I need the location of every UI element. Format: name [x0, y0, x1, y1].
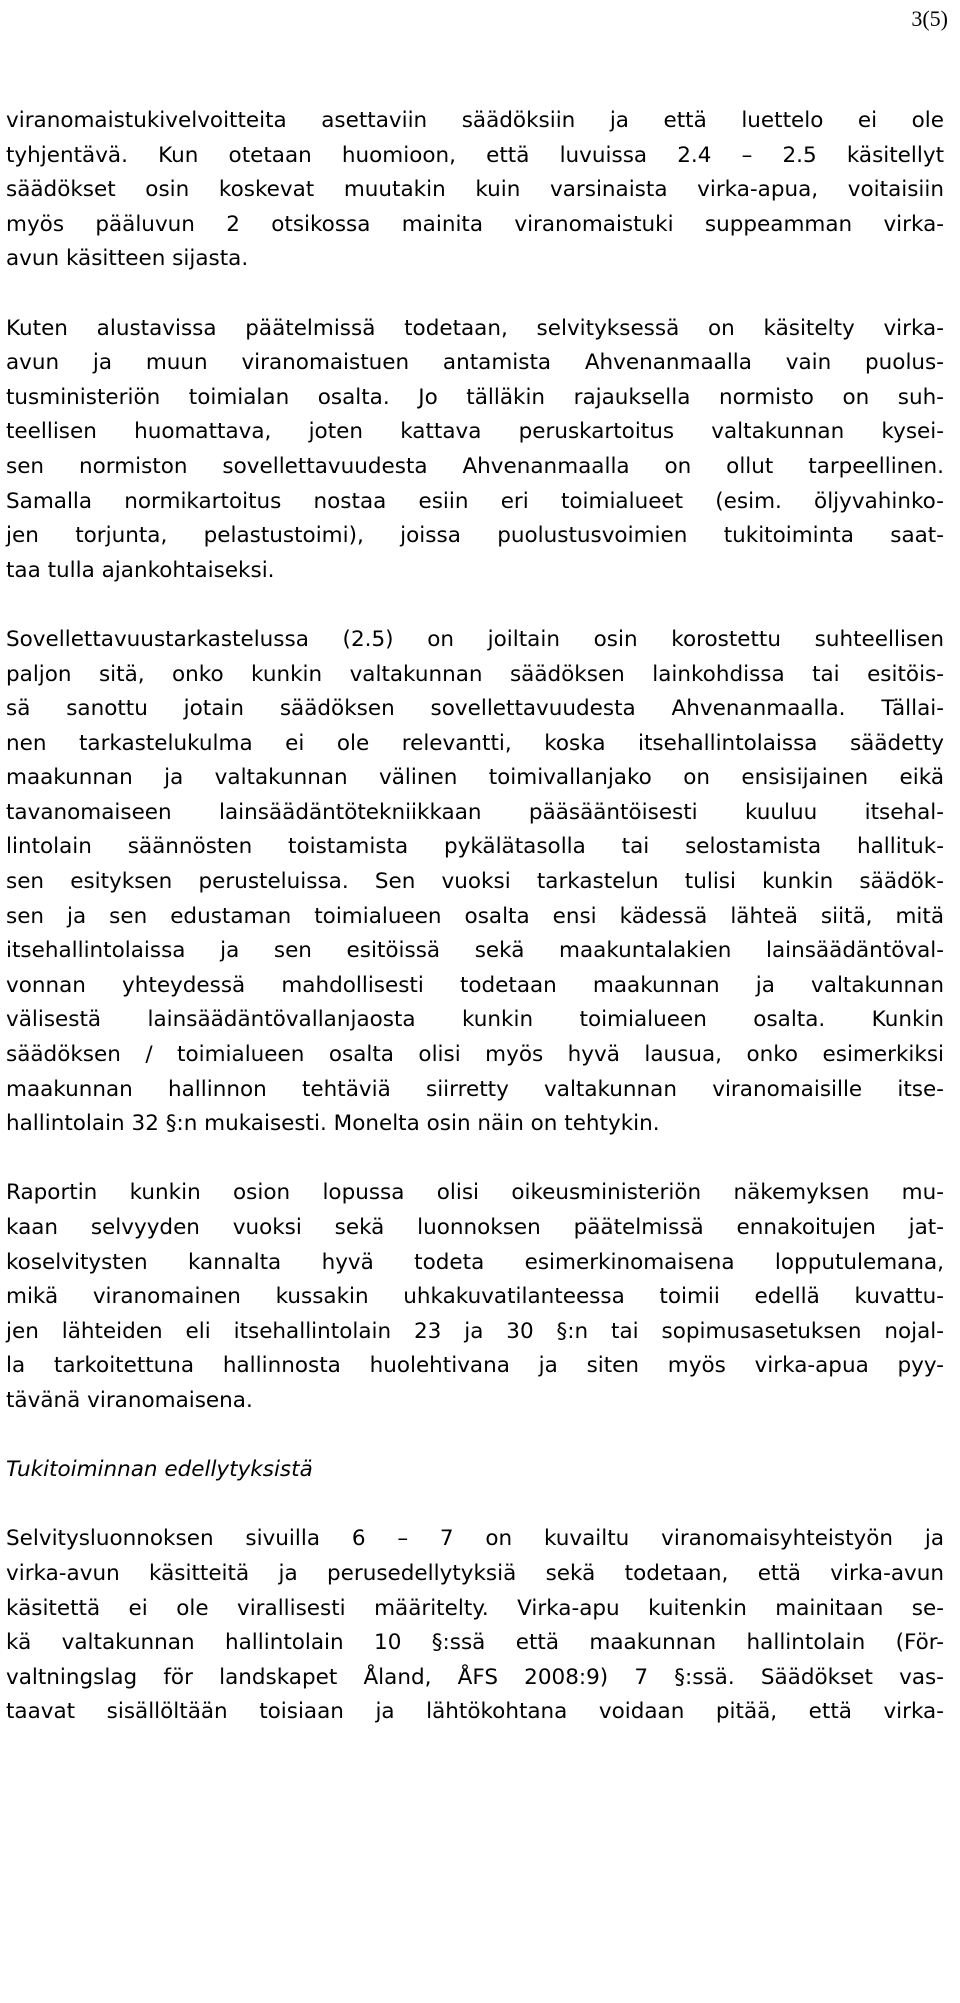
text-line: valtningslag för landskapet Åland, ÅFS 2008:9) 7 §:ssä. Säädökset vas-: [6, 1664, 944, 1690]
text-line: myös pääluvun 2 otsikossa mainita viranomaistuki suppeamman virka-: [6, 211, 944, 237]
paragraph-2: [6, 312, 944, 589]
text-line: itsehallintolaissa ja sen esitöissä sekä maakuntalakien lainsäädäntöval-: [6, 938, 944, 964]
page-number: 3(5): [911, 6, 948, 31]
text-line: tusministeriön toimialan osalta. Jo tälläkin rajauksella normisto on suh-: [6, 384, 944, 410]
text-line: tävänä viranomaisena.: [6, 1387, 253, 1413]
text-line: säädöksen / toimialueen osalta olisi myös hyvä lausua, onko esimerkiksi: [6, 1042, 944, 1068]
text-line: teellisen huomattava, joten kattava peruskartoitus valtakunnan kysei-: [6, 419, 944, 445]
text-line: maakunnan ja valtakunnan välinen toimivallanjako on ensisijainen eikä: [6, 765, 944, 791]
text-line: sen esityksen perusteluissa. Sen vuoksi tarkastelun tulisi kunkin säädök-: [6, 869, 944, 895]
text-line: kaan selvyyden vuoksi sekä luonnoksen päätelmissä ennakoitujen jat-: [6, 1215, 944, 1240]
text-line: koselvitysten kannalta hyvä todeta esimerkinomaisena lopputulemana,: [6, 1249, 944, 1275]
text-line: käsitettä ei ole virallisesti määritelty. Virka-apu kuitenkin mainitaan se-: [6, 1595, 944, 1621]
text-line: Sovellettavuustarkastelussa (2.5) on joiltain osin korostettu suhteellisen: [6, 626, 944, 652]
text-line: sä sanottu jotain säädöksen sovellettavuudesta Ahvenanmaalla. Tällai-: [6, 696, 944, 722]
text-line: säädökset osin koskevat muutakin kuin varsinaista virka-apua, voitaisiin: [6, 177, 944, 203]
text-line: la tarkoitettuna hallinnosta huolehtivana ja siten myös virka-apua pyy-: [6, 1353, 944, 1379]
text-line: avun käsitteen sijasta.: [6, 246, 249, 272]
text-line: nen tarkastelukulma ei ole relevantti, koska itsehallintolaissa säädetty: [6, 730, 944, 756]
text-line: jen lähteiden eli itsehallintolain 23 ja 30 §:n tai sopimusasetuksen nojal-: [6, 1318, 944, 1344]
text-line: Selvitysluonnoksen sivuilla 6 – 7 on kuvailtu viranomaisyhteistyön ja: [6, 1526, 944, 1552]
text-line: paljon sitä, onko kunkin valtakunnan säädöksen lainkohdissa tai esitöis-: [6, 661, 944, 687]
paragraph-3: [6, 623, 944, 1142]
text-line: jen torjunta, pelastustoimi), joissa puolustusvoimien tukitoiminta saat-: [6, 523, 944, 549]
text-line: tyhjentävä. Kun otetaan huomioon, että luvuissa 2.4 – 2.5 käsitellyt: [6, 142, 944, 168]
text-line: viranomaistukivelvoitteita asettaviin säädöksiin ja että luettelo ei ole: [6, 108, 944, 133]
text-line: virka-avun käsitteitä ja perusedellytyksiä sekä todetaan, että virka-avun: [6, 1560, 944, 1586]
paragraph-5: [6, 1522, 944, 1730]
text-line: lintolain säännösten toistamista pykälätasolla tai selostamista hallituk-: [6, 834, 944, 860]
text-line: avun ja muun viranomaistuen antamista Ahvenanmaalla vain puolus-: [6, 350, 944, 376]
document-body: [6, 104, 944, 1730]
text-line: kä valtakunnan hallintolain 10 §:ssä että maakunnan hallintolain (För-: [6, 1630, 944, 1656]
text-line: taa tulla ajankohtaiseksi.: [6, 557, 275, 583]
text-line: mikä viranomainen kussakin uhkakuvatilanteessa toimii edellä kuvattu-: [6, 1284, 944, 1310]
section-heading: Tukitoiminnan edellytyksistä: [6, 1457, 313, 1483]
text-line: vonnan yhteydessä mahdollisesti todetaan maakunnan ja valtakunnan: [6, 972, 944, 998]
text-line: sen normiston sovellettavuudesta Ahvenanmaalla on ollut tarpeellinen.: [6, 453, 944, 479]
text-line: välisestä lainsäädäntövallanjaosta kunkin toimialueen osalta. Kunkin: [6, 1007, 944, 1033]
text-line: Samalla normikartoitus nostaa esiin eri toimialueet (esim. öljyvahinko-: [6, 488, 944, 514]
text-line: hallintolain 32 §:n mukaisesti. Monelta osin näin on tehtykin.: [6, 1111, 660, 1137]
text-line: Raportin kunkin osion lopussa olisi oikeusministeriön näkemyksen mu-: [6, 1180, 944, 1206]
paragraph-4: [6, 1176, 944, 1418]
text-line: Kuten alustavissa päätelmissä todetaan, selvityksessä on käsitelty virka-: [6, 315, 944, 341]
paragraph-1: [6, 104, 944, 277]
text-line: maakunnan hallinnon tehtäviä siirretty valtakunnan viranomaisille itse-: [6, 1076, 944, 1102]
text-line: sen ja sen edustaman toimialueen osalta ensi kädessä lähteä siitä, mitä: [6, 903, 944, 929]
text-line: tavanomaiseen lainsäädäntötekniikkaan pääsääntöisesti kuuluu itsehal-: [6, 799, 944, 825]
text-line: taavat sisällöltään toisiaan ja lähtökohtana voidaan pitää, että virka-: [6, 1699, 944, 1725]
